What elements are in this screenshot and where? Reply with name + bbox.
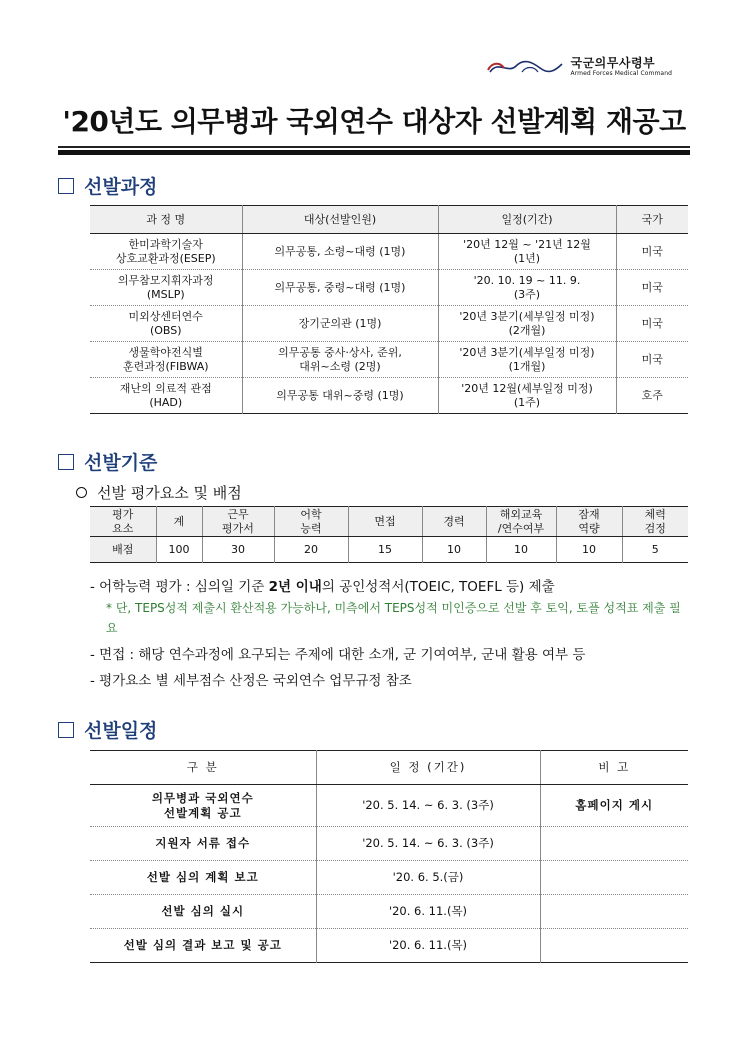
scoring-rule-note: - 평가요소 별 세부점수 산정은 국외연수 업무규정 참조 <box>90 673 412 689</box>
column-header: 과 정 명 <box>90 206 242 234</box>
checkbox-square-icon <box>58 178 74 194</box>
table-row <box>90 378 688 414</box>
table-row <box>90 827 688 861</box>
country-cell: 미국 <box>616 270 688 306</box>
title-block <box>58 100 690 155</box>
column-header: 체력 검정 <box>622 507 688 537</box>
org-name <box>570 57 672 77</box>
schedule-label-cell: 지원자 서류 접수 <box>90 827 316 861</box>
column-header: 일 정 (기간) <box>316 751 540 785</box>
country-cell: 미국 <box>616 306 688 342</box>
schedule-date-cell: '20. 6. 5.(금) <box>316 861 540 895</box>
score-cell: 배점 <box>90 537 156 563</box>
schedule-note-cell <box>540 827 688 861</box>
table-row <box>90 895 688 929</box>
column-header: 해외교육 /연수여부 <box>486 507 556 537</box>
target-cell: 의무공통, 중령~대령 (1명) <box>242 270 438 306</box>
page-title: '20년도 의무병과 국외연수 대상자 선발계획 재공고 <box>62 105 686 138</box>
target-cell: 장기군의관 (1명) <box>242 306 438 342</box>
score-cell: 30 <box>202 537 274 563</box>
interview-note: - 면접 : 해당 연수과정에 요구되는 주제에 대한 소개, 군 기여여부, 군내 활용 여부 등 <box>90 647 586 663</box>
section-heading-courses <box>58 172 157 199</box>
course-name-cell: 미외상센터연수 (OBS) <box>90 306 242 342</box>
table-row <box>90 270 688 306</box>
target-cell: 의무공통, 소령~대령 (1명) <box>242 234 438 270</box>
schedule-cell: '20년 12월 ~ '21년 12월 (1년) <box>438 234 616 270</box>
schedule-date-cell: '20. 6. 11.(목) <box>316 895 540 929</box>
schedule-cell: '20. 10. 19 ~ 11. 9. (3주) <box>438 270 616 306</box>
schedule-cell: '20년 3분기(세부일정 미정) (1개월) <box>438 342 616 378</box>
column-header: 어학 능력 <box>274 507 348 537</box>
language-note: - 어학능력 평가 : 심의일 기준 2년 이내의 공인성적서(TOEIC, TOEFL 등) 제출 <box>90 579 555 595</box>
country-cell: 미국 <box>616 342 688 378</box>
slogan-signature <box>486 56 564 78</box>
schedule-date-cell: '20. 5. 14. ~ 6. 3. (3주) <box>316 827 540 861</box>
table-row <box>90 306 688 342</box>
column-header: 평가 요소 <box>90 507 156 537</box>
table-header-row <box>90 206 688 234</box>
table-row <box>90 785 688 827</box>
checkbox-square-icon <box>58 722 74 738</box>
circle-bullet-icon <box>76 487 87 498</box>
score-cell: 5 <box>651 542 659 556</box>
course-name-cell: 의무참모지휘자과정 (MSLP) <box>90 270 242 306</box>
schedule-cell: '20년 3분기(세부일정 미정) (2개월) <box>438 306 616 342</box>
criteria-bullet-text: 선발 평가요소 및 배점 <box>97 484 242 502</box>
score-cell: 10 <box>486 537 556 563</box>
target-cell: 의무공통 대위~중령 (1명) <box>242 378 438 414</box>
table-row <box>90 861 688 895</box>
schedule-label-cell: 선발 심의 결과 보고 및 공고 <box>90 929 316 963</box>
table-row <box>90 929 688 963</box>
table-row <box>90 234 688 270</box>
score-cell: 15 <box>348 537 422 563</box>
schedule-note-cell: 홈페이지 게시 <box>540 785 688 827</box>
title-rule-thick <box>58 150 690 155</box>
country-cell: 미국 <box>616 234 688 270</box>
table-header-row <box>90 751 688 785</box>
schedule-label-cell: 의무병과 국외연수 선발계획 공고 <box>90 785 316 827</box>
column-header: 구 분 <box>90 751 316 785</box>
title-rule-thin <box>58 146 690 148</box>
table-row <box>90 342 688 378</box>
section-heading-schedule <box>58 716 157 743</box>
course-name-cell: 한미과학기술자 상호교환과정(ESEP) <box>90 234 242 270</box>
slogan-signature-icon <box>486 56 564 78</box>
score-cell: 20 <box>274 537 348 563</box>
score-cell: 100 <box>156 537 202 563</box>
org-name-ko: 국군의무사령부 <box>570 56 656 70</box>
section-heading-label: 선발일정 <box>84 720 158 742</box>
column-header: 대상(선발인원) <box>242 206 438 234</box>
target-cell: 의무공통 중사·상사, 준위, 대위~소령 (2명) <box>242 342 438 378</box>
score-cell: 10 <box>556 537 622 563</box>
course-name-cell: 생물학야전식별 훈련과정(FIBWA) <box>90 342 242 378</box>
schedule-table <box>90 750 688 963</box>
table-header-row <box>90 507 688 537</box>
criteria-bullet <box>76 482 242 503</box>
schedule-cell: '20년 12월(세부일정 미정) (1주) <box>438 378 616 414</box>
table-row <box>90 537 688 563</box>
courses-table <box>90 205 688 414</box>
scoring-table <box>90 506 688 563</box>
language-note-emphasis: 2년 이내 <box>268 579 322 595</box>
checkbox-square-icon <box>58 454 74 470</box>
column-header: 경력 <box>422 507 486 537</box>
section-heading-label: 선발과정 <box>84 176 158 198</box>
schedule-label-cell: 선발 심의 실시 <box>90 895 316 929</box>
section-heading-label: 선발기준 <box>84 452 158 474</box>
header-logo <box>486 56 672 78</box>
org-name-en: Armed Forces Medical Command <box>570 70 672 77</box>
column-header: 계 <box>156 507 202 537</box>
schedule-date-cell: '20. 6. 11.(목) <box>316 929 540 963</box>
schedule-label-cell: 선발 심의 계획 보고 <box>90 861 316 895</box>
course-name-cell: 재난의 의료적 관점 (HAD) <box>90 378 242 414</box>
column-header: 일정(기간) <box>438 206 616 234</box>
schedule-note-cell <box>540 861 688 895</box>
teps-note: * 단, TEPS성적 제출시 환산적용 가능하나, 미측에서 TEPS성적 미인증으로 선발 후 토익, 토플 성적표 제출 필요 <box>106 601 681 636</box>
column-header: 잠재 역량 <box>556 507 622 537</box>
column-header: 근무 평가서 <box>202 507 274 537</box>
schedule-note-cell <box>540 929 688 963</box>
section-heading-criteria <box>58 448 157 475</box>
schedule-date-cell: '20. 5. 14. ~ 6. 3. (3주) <box>316 785 540 827</box>
score-cell: 10 <box>422 537 486 563</box>
country-cell: 호주 <box>641 388 663 402</box>
schedule-note-cell <box>540 895 688 929</box>
column-header: 국가 <box>616 206 688 234</box>
column-header: 비 고 <box>540 751 688 785</box>
column-header: 면접 <box>348 507 422 537</box>
